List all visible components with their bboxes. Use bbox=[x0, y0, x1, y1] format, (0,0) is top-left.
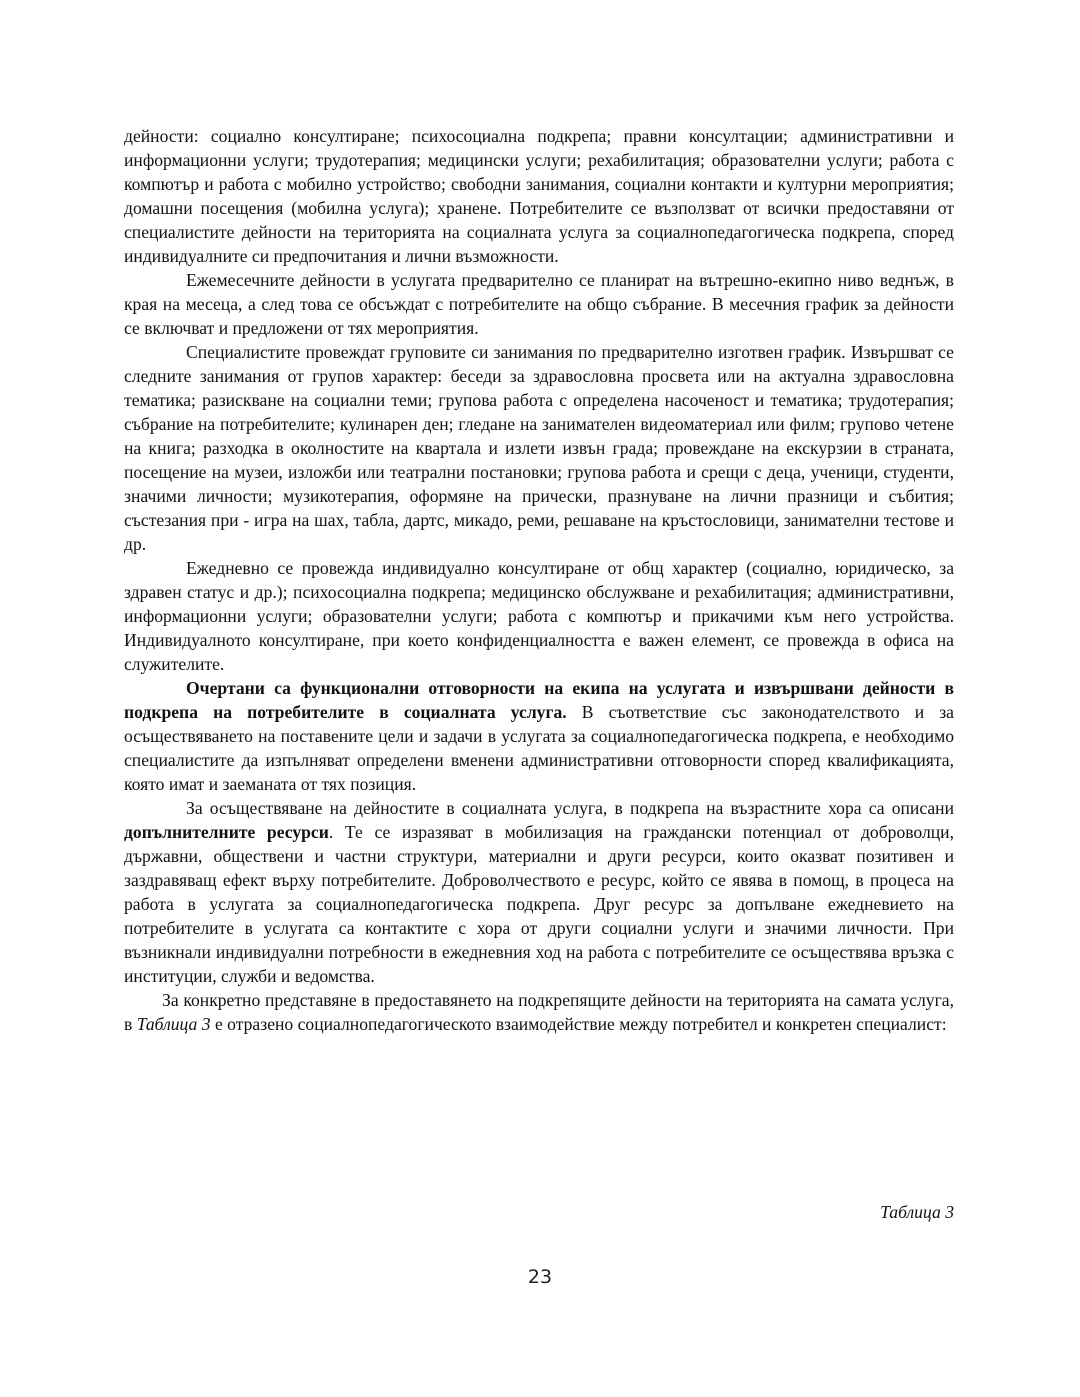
table-caption: Таблица 3 bbox=[880, 1202, 954, 1222]
paragraph-responsibilities bbox=[124, 676, 954, 796]
table-intro-start: За конкретно представяне в предоставянето на подкрепящите дейности на територията на самата услуга, в bbox=[124, 990, 954, 1034]
paragraph-additional-resources bbox=[124, 796, 954, 988]
responsibilities-bold-lead: Очертани са функционални отговорности на екипа на услугата и извършвани дейности в подкрепа на потребителите в социалната услуга. bbox=[124, 678, 954, 722]
table-reference: Таблица 3 bbox=[136, 1014, 211, 1034]
table-intro-rest: е отразено социалнопедагогическото взаимодействие между потребител и конкретен специалист: bbox=[210, 1014, 947, 1034]
document-body bbox=[124, 124, 954, 1036]
page-number: 23 bbox=[527, 1266, 553, 1288]
paragraph-activities-list: дейности: социално консултиране; психосоциална подкрепа; правни консултации; административни и информационни услуги; трудотерапия; медицински услуги; рехабилитация; образователни услуги; работа с компютър и работа с мобилно устройство; свободни занимания, социални контакти и културни мероприятия; домашни посещения (мобилна услуга); хранене. Потребителите се възползват от всички предоставяни от специалистите дейности на територията на социалната услуга за социалнопедагогическа подкрепа, според индивидуалните си предпочитания и лични възможности. bbox=[124, 126, 954, 266]
responsibilities-text: В съответствие със законодателството и за осъществяването на поставените цели и задачи в услугата за социалнопедагогическа подкрепа, е необходимо специалистите да изпълняват определени вменени административни отговорности според квалификацията, която имат и заеманата от тях позиция. bbox=[124, 702, 954, 794]
paragraph-group-activities: Специалистите провеждат груповите си занимания по предварително изготвен график. Извършват се следните занимания от групов характер: беседи за здравословна просвета или на актуална здравословна тематика; разискване на социални теми; групова работа с определена насоченост и тематика; трудотерапия; събрание на потребителите; кулинарен ден; гледане на занимателен видеоматериал или филм; групово четене на книга; разходка в околностите на квартала и излети извън града; провеждане на екскурзии в страната, посещение на музеи, изложби или театрални постановки; групова работа и срещи с деца, ученици, студенти, значими личности; музикотерапия, оформяне на прически, празнуване на лични празници и събития; състезания при - игра на шах, табла, дартс, микадо, реми, решаване на кръстословици, занимателни тестове и др. bbox=[124, 342, 954, 554]
resources-bold-term: допълнителните ресурси bbox=[124, 822, 329, 842]
resources-text-start: За осъществяване на дейностите в социалната услуга, в подкрепа на възрастните хора са описани bbox=[186, 798, 954, 818]
resources-text-rest: . Те се изразяват в мобилизация на граждански потенциал от доброволци, държавни, обществени и частни структури, материални и други ресурси, които оказват позитивен и заздравяващ ефект върху потребителите. Доброволчеството е ресурс, който се явява в помощ, в процеса на работа в услугата за социалнопедагогическа подкрепа. Друг ресурс за допълване ежедневието на потребителите в услугата са контактите с хора от други социални услуги и значими личности. При възникнали индивидуални потребности в ежедневния ход на работа с потребителите се осъществява връзка с институции, служби и ведомства. bbox=[124, 822, 954, 986]
paragraph-monthly-planning: Ежемесечните дейности в услугата предварително се планират на вътрешно-екипно ниво веднъж, в края на месеца, а след това се обсъждат с потребителите на общо събрание. В месечния график за дейности се включват и предложени от тях мероприятия. bbox=[124, 270, 954, 338]
paragraph-individual-consulting: Ежедневно се провежда индивидуално консултиране от общ характер (социално, юридическо, за здравен статус и др.); психосоциална подкрепа; медицинско обслужване и рехабилитация; административни, информационни услуги; образователни услуги; работа с компютър и прикачими към него устройства. Индивидуалното консултиране, при което конфиденциалността е важен елемент, се провежда в офиса на служителите. bbox=[124, 558, 954, 674]
paragraph-table-intro bbox=[124, 988, 954, 1036]
